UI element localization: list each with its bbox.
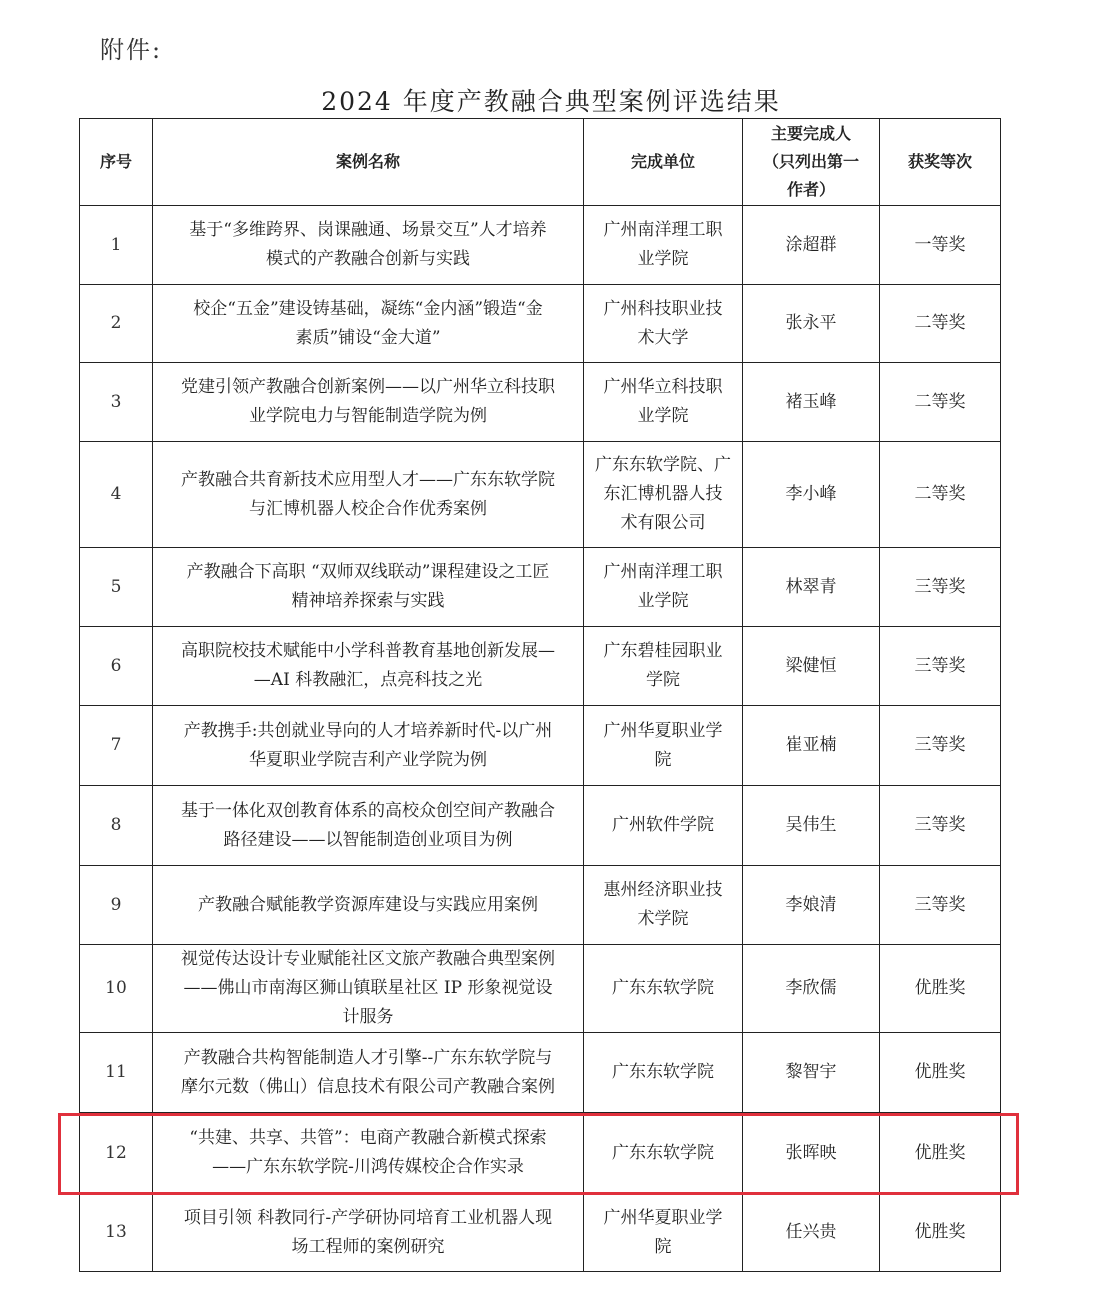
header-name: 案例名称 xyxy=(153,119,584,206)
cell-line: ——佛山市南海区狮山镇联星社区 IP 形象视觉设 xyxy=(183,978,553,998)
header-person-line: （只列出第一 xyxy=(762,152,859,171)
header-award: 获奖等次 xyxy=(880,119,1001,206)
highlight-box xyxy=(58,1113,1019,1195)
cell-line: 业学院电力与智能制造学院为例 xyxy=(249,406,487,426)
cell-award: 优胜奖 xyxy=(880,1113,1001,1194)
cell-unit xyxy=(584,786,743,866)
cell-award: 二等奖 xyxy=(880,442,1001,548)
table-row xyxy=(80,206,1001,285)
cell-name xyxy=(153,442,584,548)
cell-no: 4 xyxy=(80,442,153,548)
cell-line: 摩尔元数（佛山）信息技术有限公司产教融合案例 xyxy=(181,1076,555,1097)
cell-unit xyxy=(584,945,743,1033)
results-table xyxy=(79,118,1001,1272)
cell-person: 崔亚楠 xyxy=(743,706,880,786)
cell-award: 三等奖 xyxy=(880,786,1001,866)
cell-award: 优胜奖 xyxy=(880,1033,1001,1113)
cell-line: 素质”铺设“金大道” xyxy=(295,327,441,348)
header-person-line: 作者） xyxy=(786,180,835,199)
cell-name xyxy=(153,866,584,945)
table-row xyxy=(80,786,1001,866)
cell-person: 林翠青 xyxy=(743,548,880,627)
cell-line: 路径建设——以智能制造创业项目为例 xyxy=(223,829,513,850)
header-row xyxy=(80,119,1001,206)
cell-unit xyxy=(584,1194,743,1272)
cell-line: 广州华夏职业学 xyxy=(603,720,723,741)
table-row xyxy=(80,1194,1001,1272)
cell-line: 视觉传达设计专业赋能社区文旅产教融合典型案例 xyxy=(181,949,555,969)
cell-no: 10 xyxy=(80,945,153,1033)
cell-unit xyxy=(584,206,743,285)
table-row xyxy=(80,627,1001,706)
cell-award: 二等奖 xyxy=(880,285,1001,363)
cell-unit xyxy=(584,1033,743,1113)
cell-name xyxy=(153,786,584,866)
cell-line: —AI 科教融汇，点亮科技之光 xyxy=(253,670,483,690)
cell-person: 梁健恒 xyxy=(743,627,880,706)
cell-line: 广东东软学院、广 xyxy=(595,455,731,475)
cell-line: 场工程师的案例研究 xyxy=(291,1236,445,1257)
cell-name xyxy=(153,627,584,706)
cell-award: 优胜奖 xyxy=(880,945,1001,1033)
cell-unit xyxy=(584,706,743,786)
table-row xyxy=(80,363,1001,442)
cell-line: 与汇博机器人校企合作优秀案例 xyxy=(249,498,487,519)
cell-name xyxy=(153,548,584,627)
cell-unit xyxy=(584,442,743,548)
cell-no: 11 xyxy=(80,1033,153,1113)
cell-unit xyxy=(584,285,743,363)
document-title: 2024 年度产教融合典型案例评选结果 xyxy=(321,87,781,116)
cell-name xyxy=(153,1194,584,1272)
cell-line: 广州科技职业技 xyxy=(603,298,723,319)
cell-award: 三等奖 xyxy=(880,866,1001,945)
cell-name xyxy=(153,1033,584,1113)
cell-line: 产教携手:共创就业导向的人才培养新时代-以广州 xyxy=(183,720,553,741)
header-no: 序号 xyxy=(80,119,153,206)
cell-person: 吴伟生 xyxy=(743,786,880,866)
cell-unit xyxy=(584,866,743,945)
cell-line: 广东东软学院 xyxy=(612,1062,714,1082)
cell-no: 2 xyxy=(80,285,153,363)
cell-line: 产教融合赋能教学资源库建设与实践应用案例 xyxy=(198,894,538,915)
cell-line: 广东东软学院 xyxy=(612,1142,714,1163)
cell-line: “共建、共享、共管”：电商产教融合新模式探索 xyxy=(189,1128,547,1148)
cell-person: 褚玉峰 xyxy=(743,363,880,442)
table-row xyxy=(80,442,1001,548)
cell-person: 张晖映 xyxy=(743,1113,880,1194)
cell-person: 李小峰 xyxy=(743,442,880,548)
cell-no: 9 xyxy=(80,866,153,945)
cell-person: 李娘清 xyxy=(743,866,880,945)
cell-line: 精神培养探索与实践 xyxy=(291,591,445,611)
cell-name xyxy=(153,285,584,363)
table-row xyxy=(80,945,1001,1033)
cell-no: 5 xyxy=(80,548,153,627)
table-row xyxy=(80,706,1001,786)
cell-line: 项目引领 科教同行-产学研协同培育工业机器人现 xyxy=(183,1207,553,1228)
cell-line: 校企“五金”建设铸基础，凝练“金内涵”锻造“金 xyxy=(193,298,543,319)
cell-line: 基于一体化双创教育体系的高校众创空间产教融合 xyxy=(181,800,555,821)
cell-name xyxy=(153,706,584,786)
table-row xyxy=(80,866,1001,945)
cell-line: 广州南洋理工职 xyxy=(603,562,723,582)
header-person xyxy=(743,119,880,206)
cell-line: 业学院 xyxy=(637,406,689,426)
cell-name xyxy=(153,363,584,442)
table-row xyxy=(80,1033,1001,1113)
cell-award: 一等奖 xyxy=(880,206,1001,285)
cell-award: 三等奖 xyxy=(880,548,1001,627)
cell-unit xyxy=(584,627,743,706)
cell-line: 计服务 xyxy=(342,1007,394,1027)
cell-no: 13 xyxy=(80,1194,153,1272)
cell-line: 业学院 xyxy=(637,249,689,269)
cell-line: 院 xyxy=(654,749,672,770)
cell-line: 惠州经济职业技 xyxy=(603,880,723,900)
header-unit: 完成单位 xyxy=(584,119,743,206)
cell-person: 黎智宇 xyxy=(743,1033,880,1113)
cell-line: 产教融合共构智能制造人才引擎--广东东软学院与 xyxy=(183,1047,553,1068)
cell-line: 模式的产教融合创新与实践 xyxy=(266,249,470,269)
table-row xyxy=(80,548,1001,627)
cell-line: 广州南洋理工职 xyxy=(603,220,723,240)
cell-name xyxy=(153,945,584,1033)
cell-line: 高职院校技术赋能中小学科普教育基地创新发展— xyxy=(181,641,555,661)
cell-no: 12 xyxy=(80,1113,153,1194)
cell-no: 8 xyxy=(80,786,153,866)
cell-award: 二等奖 xyxy=(880,363,1001,442)
cell-line: 院 xyxy=(654,1236,672,1257)
cell-line: 术学院 xyxy=(637,909,689,929)
cell-line: 广州华夏职业学 xyxy=(603,1207,723,1228)
cell-no: 3 xyxy=(80,363,153,442)
cell-line: 术有限公司 xyxy=(620,513,706,533)
attachment-label: 附件: xyxy=(100,36,163,64)
cell-award: 三等奖 xyxy=(880,706,1001,786)
cell-line: 业学院 xyxy=(637,591,689,611)
cell-unit xyxy=(584,363,743,442)
cell-unit xyxy=(584,548,743,627)
cell-line: 产教融合共育新技术应用型人才——广东东软学院 xyxy=(181,469,555,490)
cell-person: 涂超群 xyxy=(743,206,880,285)
cell-line: 广东东软学院 xyxy=(612,978,714,998)
cell-line: 学院 xyxy=(646,670,680,690)
cell-no: 6 xyxy=(80,627,153,706)
table-row xyxy=(80,285,1001,363)
cell-no: 1 xyxy=(80,206,153,285)
cell-person: 李欣儒 xyxy=(743,945,880,1033)
cell-line: 党建引领产教融合创新案例——以广州华立科技职 xyxy=(181,377,555,397)
cell-award: 三等奖 xyxy=(880,627,1001,706)
cell-line: 广东碧桂园职业 xyxy=(603,641,723,661)
cell-no: 7 xyxy=(80,706,153,786)
cell-line: 术大学 xyxy=(637,327,689,348)
cell-line: 产教融合下高职 “双师双线联动”课程建设之工匠 xyxy=(186,562,550,582)
cell-line: 华夏职业学院吉利产业学院为例 xyxy=(249,749,487,770)
cell-person: 张永平 xyxy=(743,285,880,363)
cell-line: 广州华立科技职 xyxy=(603,377,723,397)
cell-line: 基于“多维跨界、岗课融通、场景交互”人才培养 xyxy=(189,220,547,240)
cell-line: 广州软件学院 xyxy=(612,815,714,835)
cell-award: 优胜奖 xyxy=(880,1194,1001,1272)
cell-line: ——广东东软学院-川鸿传媒校企合作实录 xyxy=(212,1157,524,1177)
cell-person: 任兴贵 xyxy=(743,1194,880,1272)
cell-line: 东汇博机器人技 xyxy=(603,484,723,504)
header-person-line: 主要完成人 xyxy=(770,124,851,143)
cell-name xyxy=(153,206,584,285)
